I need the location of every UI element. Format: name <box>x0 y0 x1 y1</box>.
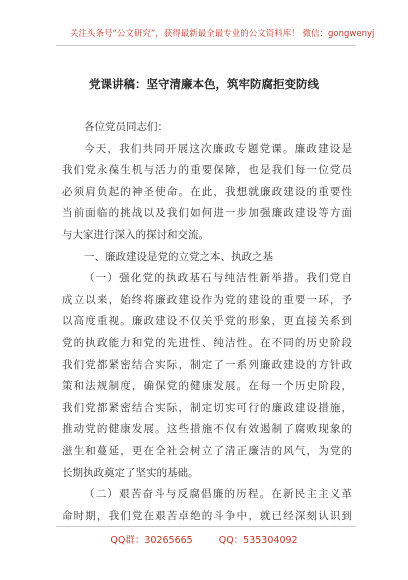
paragraph-line: 推动党的健康发展。这些措施不仅有效遏制了腐败现象的 <box>62 423 352 436</box>
footer-qq: QQ：535304092 <box>218 535 298 546</box>
header-divider <box>56 45 356 46</box>
paragraph-line: 命时期，我们党在艰苦卓绝的斗争中，就已经深刻认识到 <box>62 509 352 522</box>
section-heading: 一、廉政建设是党的立党之本、执政之基 <box>84 250 273 263</box>
paragraph-line: 滋生和蔓延，更在全社会树立了清正廉洁的风气，为党的 <box>62 444 352 457</box>
paragraph-line: 我们党都紧密结合实际，制定了一系列廉政建设的方针政 <box>62 358 352 371</box>
paragraph-line: （一）强化党的执政基石与纯洁性新举措。我们党自 <box>84 272 352 285</box>
paragraph-line: 今天，我们共同开展这次廉政专题党课。廉政建设是 <box>84 142 352 155</box>
paragraph-line: 与大家进行深入的探讨和交流。 <box>62 228 209 241</box>
paragraph-line: 我们党都紧密结合实际，制定切实可行的廉政建设措施， <box>62 401 352 414</box>
paragraph-line: 以高度重视。廉政建设不仅关乎党的形象，更直接关系到 <box>62 315 352 328</box>
paragraph-line: 我们党永葆生机与活力的重要保障，也是我们每一位党员 <box>62 164 352 177</box>
paragraph-line: 长期执政奠定了坚实的基础。 <box>62 466 199 479</box>
footer-divider <box>56 526 356 527</box>
document-title: 党课讲稿：坚守清廉本色，筑牢防腐拒变防线 <box>89 77 319 91</box>
salutation-line: 各位党员同志们： <box>84 121 168 133</box>
footer-contact <box>0 532 408 546</box>
paragraph-line: 成立以来，始终将廉政建设作为党的建设的重要一环，予 <box>62 293 352 306</box>
paragraph-line: 当前面临的挑战以及我们如何进一步加强廉政建设等方面 <box>62 207 352 220</box>
paragraph-line: 策和法规制度，确保党的健康发展。在每一个历史阶段， <box>62 380 352 393</box>
document-body <box>62 117 352 527</box>
paragraph-line: 党的执政能力和党的先进性、纯洁性。在不同的历史阶段 <box>62 336 352 349</box>
paragraph-line: 必须肩负起的神圣使命。在此，我想就廉政建设的重要性 <box>62 185 352 198</box>
paragraph-line: （二）艰苦奋斗与反腐倡廉的历程。在新民主主义革 <box>84 488 352 501</box>
footer-qq-group: QQ群：30265665 <box>110 535 193 546</box>
header-promo-note: 关注头条号“公文研究”，获得最新最全最专业的公文资料库！ 微信：gongwenyj <box>70 29 375 39</box>
